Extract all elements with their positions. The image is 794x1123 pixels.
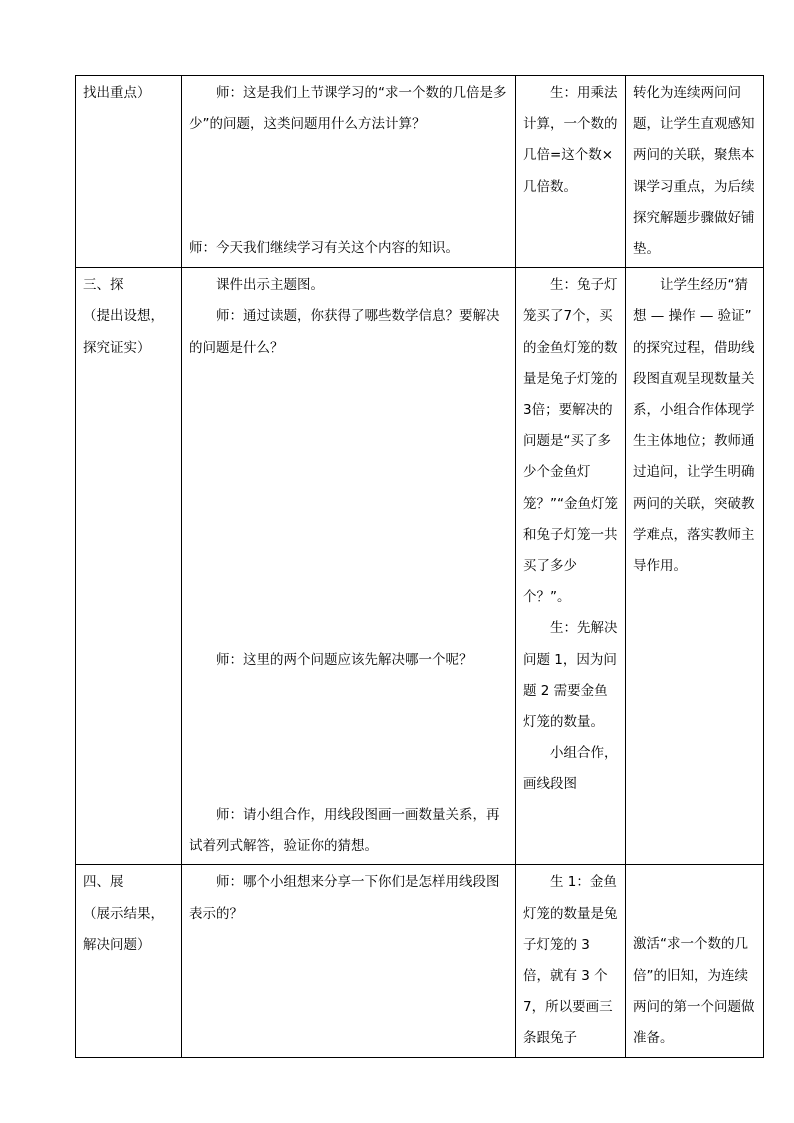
- stage-cell: [76, 268, 182, 865]
- table-row: [76, 865, 764, 1057]
- stage-cell: [76, 865, 182, 1057]
- teacher-text: 师：这里的两个问题应该先解决哪一个呢？: [216, 651, 473, 668]
- intent-text: 激活“求一个数的几倍”的旧知，为连续两问的第一个问题做准备。: [633, 936, 755, 1047]
- student-text: 生 1：金鱼灯笼的数量是兔子灯笼的 3 倍，就有 3 个 7，所以要画三条跟兔子: [523, 874, 618, 1047]
- intent-text: 转化为连续两问问题，让学生直观感知两问的关联，聚焦本课学习重点，为后续探究解题步骤做好铺垫。: [633, 85, 755, 258]
- student-text: 生：先解决问题 1，因为问题 2 需要金鱼灯笼的数量。: [523, 620, 618, 731]
- student-text: 小组合作，画线段图: [523, 745, 618, 793]
- teacher-text: 师：哪个小组想来分享一下你们是怎样用线段图表示的？: [189, 874, 500, 922]
- stage-cell: [76, 76, 182, 268]
- stage-text: （展示结果，解决问题）: [83, 905, 164, 953]
- stage-text: 找出重点）: [83, 85, 151, 101]
- student-text: 生：兔子灯笼买了7个，买的金鱼灯笼的数量是兔子灯笼的3倍；要解决的问题是“买了多少个金鱼灯笼？”“金鱼灯笼和兔子灯笼一共买了多少个？”。: [523, 277, 618, 606]
- student-activity-cell: [516, 865, 626, 1057]
- student-activity-cell: [516, 268, 626, 865]
- teacher-text: 师：今天我们继续学习有关这个内容的知识。: [189, 240, 459, 257]
- teacher-text: 师：请小组合作，用线段图画一画数量关系，再试着列式解答，验证你的猜想。: [189, 807, 500, 855]
- intent-text: 让学生经历“猜想 — 操作 — 验证” 的探究过程，借助线段图直观呈现数量关系，小组合作体现学生主体地位；教师通过追问，让学生明确两问的关联，突破教学难点，落实教师主导作用。: [633, 277, 755, 575]
- teacher-text: 师：通过读题，你获得了哪些数学信息？要解决的问题是什么？: [189, 308, 500, 356]
- design-intent-cell: [626, 865, 764, 1057]
- table-row: [76, 76, 764, 268]
- teacher-activity-cell: [182, 76, 516, 268]
- design-intent-cell: [626, 76, 764, 268]
- stage-text: （提出设想，探究证实）: [83, 308, 164, 356]
- stage-title: 三、探: [83, 277, 124, 294]
- stage-title: 四、展: [83, 874, 124, 891]
- design-intent-cell: [626, 268, 764, 865]
- teacher-text: 课件出示主题图。: [216, 277, 324, 294]
- table-row: [76, 268, 764, 865]
- student-text: 生：用乘法计算，一个数的几倍=这个数×几倍数。: [523, 85, 618, 195]
- teacher-activity-cell: [182, 268, 516, 865]
- teacher-activity-cell: [182, 865, 516, 1057]
- teacher-text: 师：这是我们上节课学习的“求一个数的几倍是多少”的问题，这类问题用什么方法计算？: [189, 85, 507, 133]
- student-activity-cell: [516, 76, 626, 268]
- lesson-plan-table: [75, 75, 764, 1058]
